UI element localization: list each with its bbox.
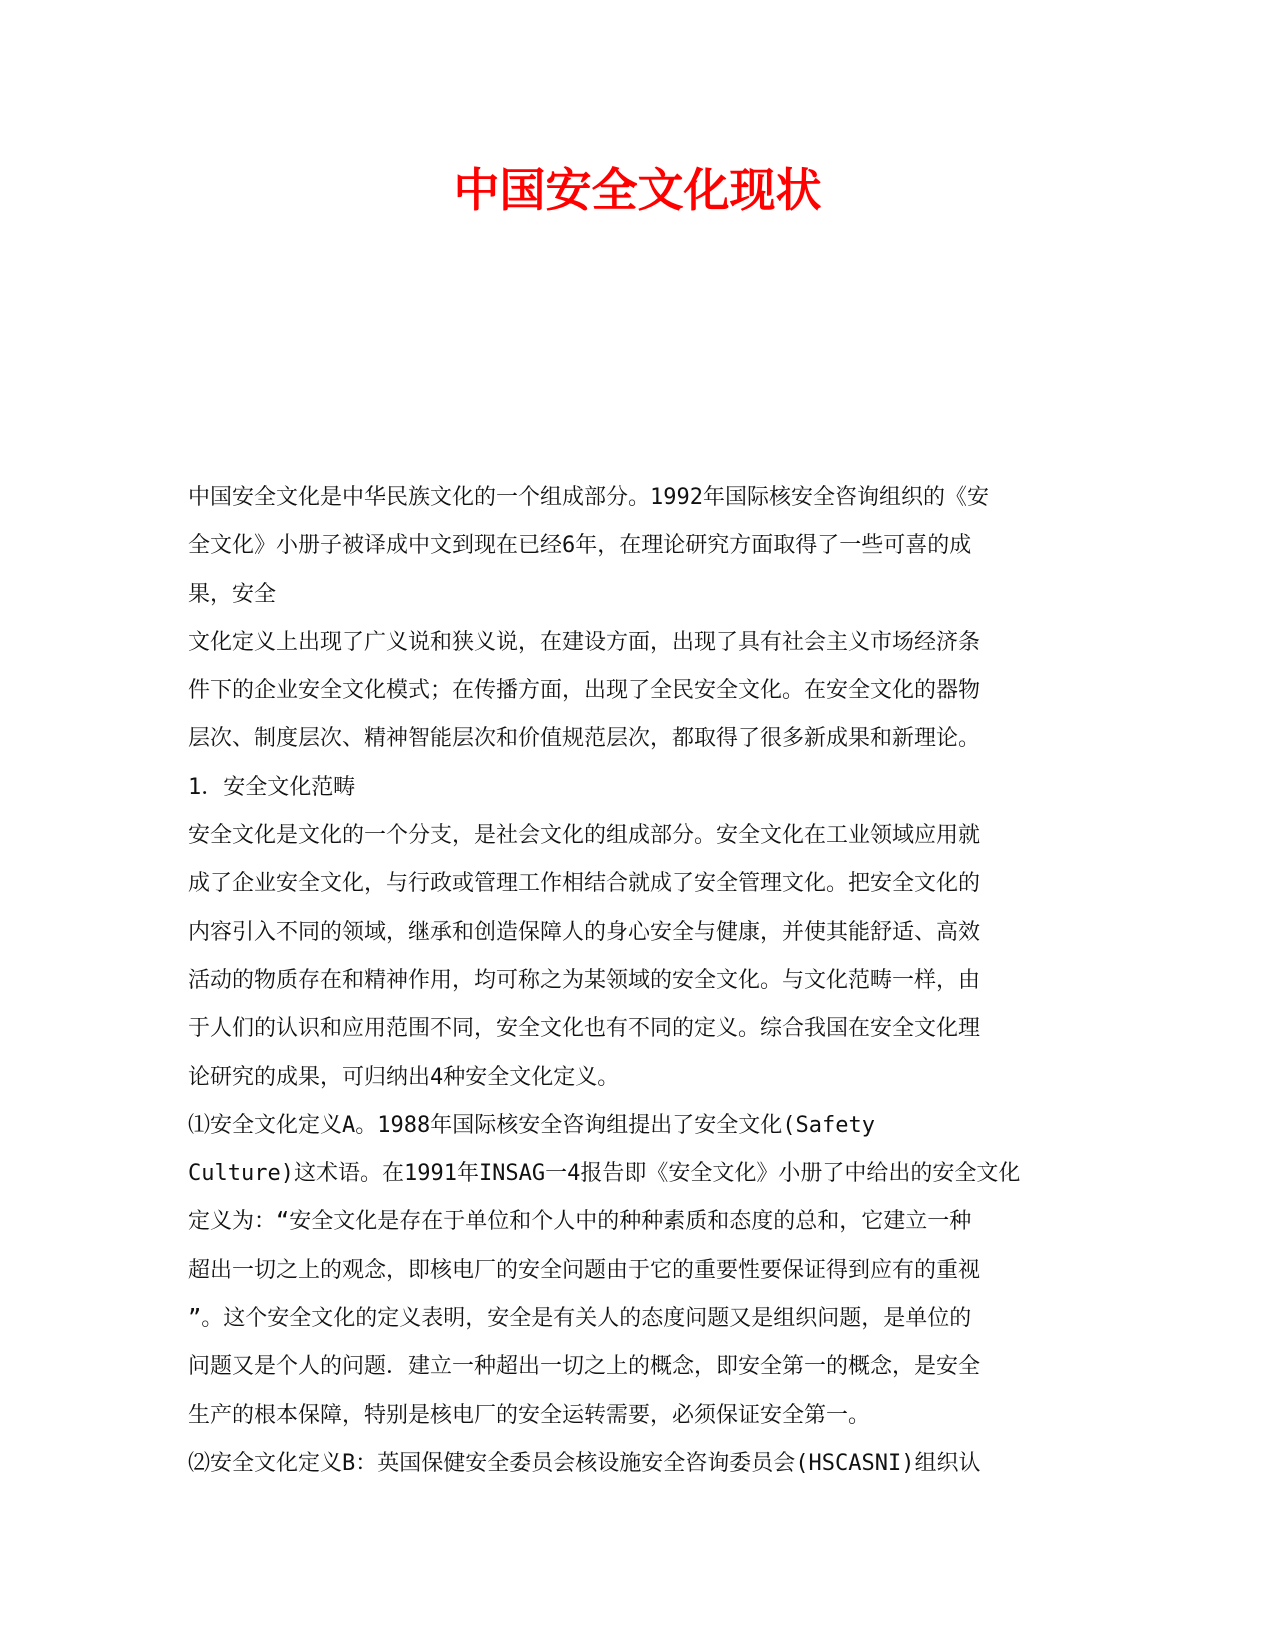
text-line: 生产的根本保障，特别是核电厂的安全运转需要，必须保证安全第一。: [188, 1402, 871, 1428]
text-line: 件下的企业安全文化模式；在传播方面，出现了全民安全文化。在安全文化的器物: [188, 678, 981, 704]
text-line: 层次、制度层次、精神智能层次和价值规范层次，都取得了很多新成果和新理论。: [188, 726, 981, 752]
text-line: ⑴安全文化定义A。1988年国际核安全咨询组提出了安全文化(Safety: [188, 1112, 875, 1138]
text-line: 安全文化是文化的一个分支，是社会文化的组成部分。安全文化在工业领域应用就: [188, 823, 981, 849]
text-line: 成了企业安全文化，与行政或管理工作相结合就成了安全管理文化。把安全文化的: [188, 871, 981, 897]
text-line: 果，安全: [188, 581, 277, 607]
text-line: 定义为：“安全文化是存在于单位和个人中的种种素质和态度的总和，它建立一种: [188, 1209, 972, 1235]
text-line: 文化定义上出现了广义说和狭义说，在建设方面，出现了具有社会主义市场经济条: [188, 629, 981, 655]
document-body: [188, 474, 1088, 1488]
text-line: 内容引入不同的领域，继承和创造保障人的身心安全与健康，并使其能舒适、高效: [188, 919, 981, 945]
text-line: 问题又是个人的问题．建立一种超出一切之上的概念，即安全第一的概念，是安全: [188, 1354, 981, 1380]
document-title: 中国安全文化现状: [453, 163, 822, 217]
text-line: 活动的物质存在和精神作用，均可称之为某领域的安全文化。与文化范畴一样，由: [188, 967, 981, 993]
section-heading: 1．安全文化范畴: [188, 774, 356, 800]
text-line: 论研究的成果，可归纳出4种安全文化定义。: [188, 1064, 620, 1090]
text-line: 于人们的认识和应用范围不同，安全文化也有不同的定义。综合我国在安全文化理: [188, 1016, 981, 1042]
text-line: ”。这个安全文化的定义表明，安全是有关人的态度问题又是组织问题，是单位的: [188, 1306, 972, 1332]
text-line: 超出一切之上的观念，即核电厂的安全问题由于它的重要性要保证得到应有的重视: [188, 1257, 981, 1283]
text-line: 中国安全文化是中华民族文化的一个组成部分。1992年国际核安全咨询组织的《安: [188, 485, 989, 510]
text-line: Culture)这术语。在1991年INSAG一4报告即《安全文化》小册了中给出的安全文化: [188, 1161, 1021, 1187]
text-line: 全文化》小册子被译成中文到现在已经6年，在理论研究方面取得了一些可喜的成: [188, 533, 972, 559]
text-line: ⑵安全文化定义B：英国保健安全委员会核设施安全咨询委员会(HSCASNI)组织认: [188, 1450, 981, 1476]
